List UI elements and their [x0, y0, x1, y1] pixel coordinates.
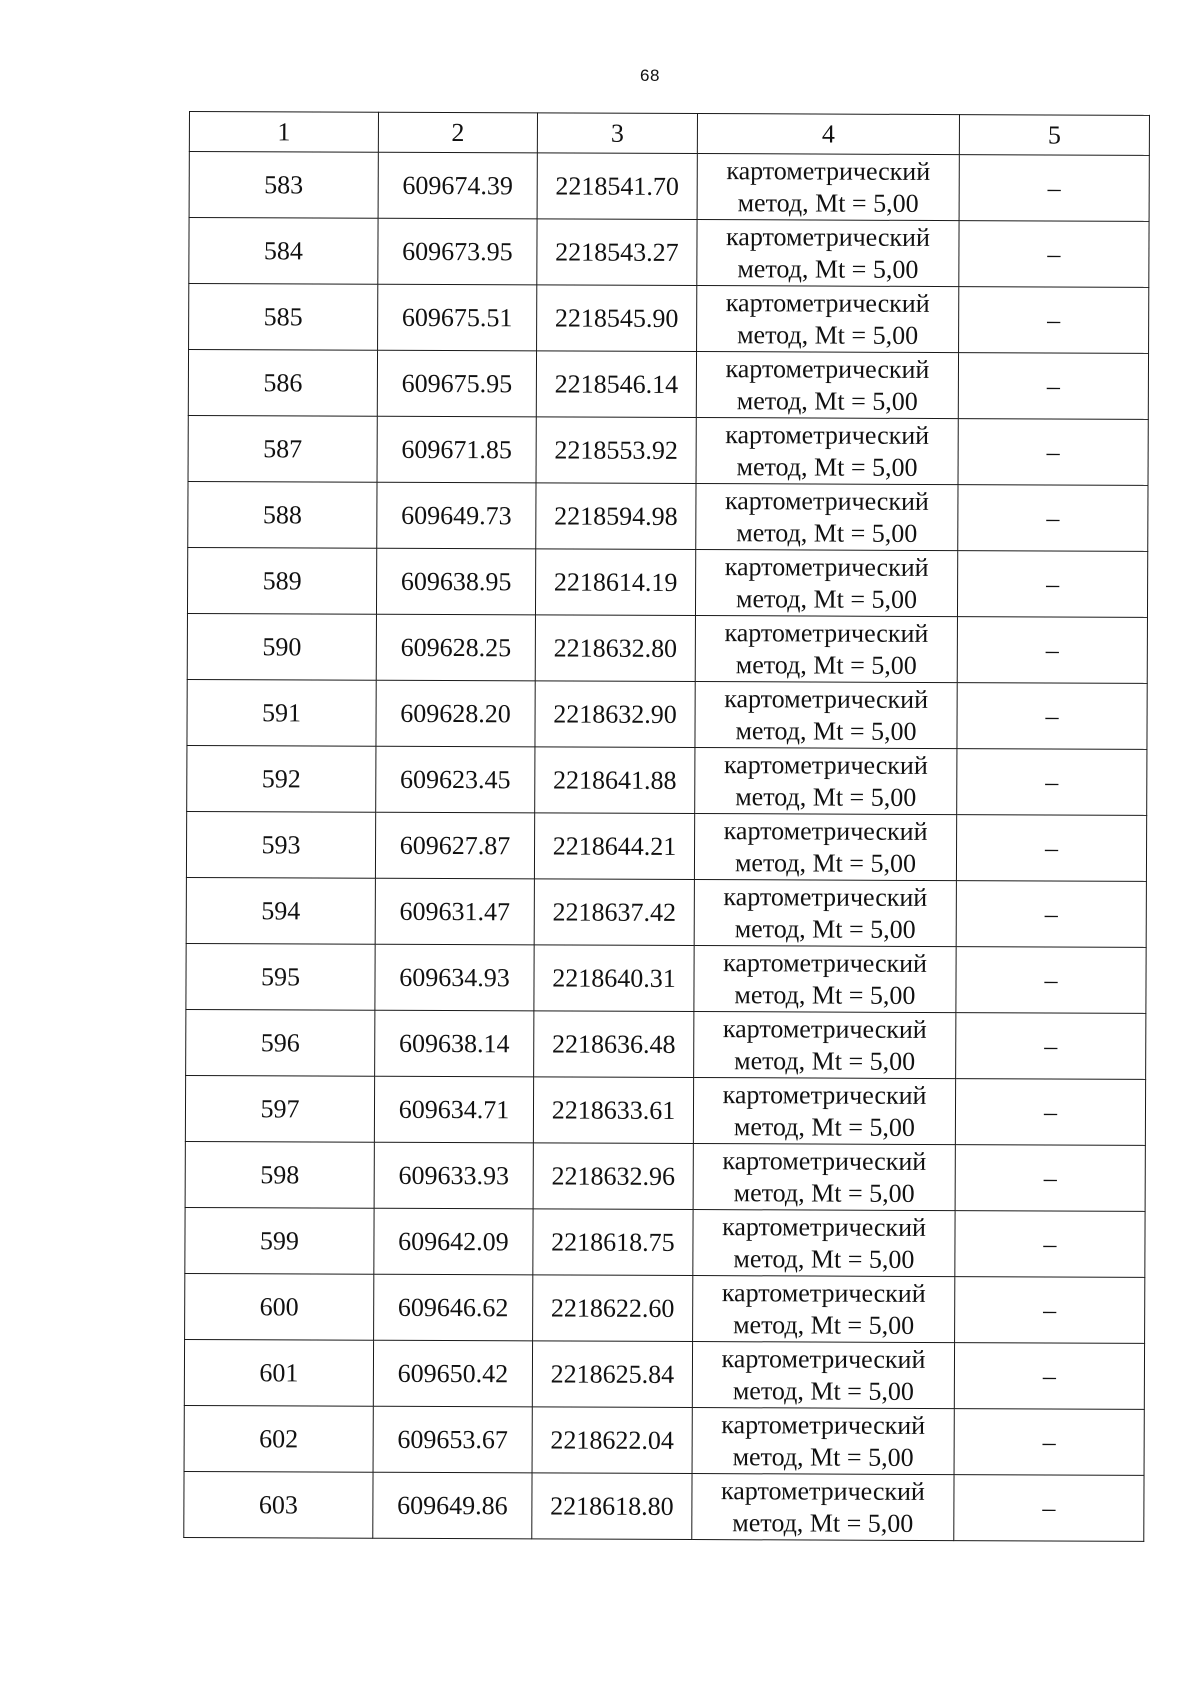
method-cell [695, 748, 957, 815]
table-row [188, 350, 1148, 420]
coordinate-x: 609675.95 [377, 350, 536, 417]
table-row [185, 1075, 1145, 1145]
coordinate-y: 2218632.96 [533, 1143, 693, 1210]
method-line-2: метод, Mt = 5,00 [733, 1243, 915, 1274]
note-cell: – [959, 221, 1149, 288]
table-row [187, 745, 1147, 815]
method-line-1: картометрический [724, 485, 929, 516]
method-line-1: картометрический [724, 683, 929, 714]
method-cell [694, 880, 956, 947]
method-cell [695, 682, 957, 749]
column-header-3: 3 [537, 113, 697, 154]
table-row [184, 1405, 1144, 1475]
method-line-2: метод, Mt = 5,00 [734, 1045, 916, 1076]
coordinate-x: 609627.87 [375, 812, 534, 879]
note-cell: – [957, 551, 1147, 618]
coordinate-x: 609646.62 [374, 1274, 533, 1341]
point-number: 594 [186, 877, 375, 944]
point-number: 597 [185, 1075, 374, 1142]
method-line-1: картометрический [725, 287, 930, 318]
header-row [189, 112, 1149, 156]
note-cell: – [958, 353, 1148, 420]
method-line-2: метод, Mt = 5,00 [732, 1441, 914, 1472]
table-row [186, 943, 1146, 1013]
method-line-1: картометрический [721, 1409, 926, 1440]
note-cell: – [956, 815, 1146, 882]
table-row [186, 877, 1146, 947]
coordinate-y: 2218618.75 [533, 1209, 693, 1276]
point-number: 583 [189, 152, 378, 219]
method-line-2: метод, Mt = 5,00 [737, 187, 919, 218]
point-number: 599 [185, 1207, 374, 1274]
method-line-2: метод, Mt = 5,00 [735, 715, 917, 746]
method-line-2: метод, Mt = 5,00 [734, 913, 916, 944]
method-cell [692, 1342, 954, 1409]
note-cell: – [956, 881, 1146, 948]
point-number: 598 [185, 1141, 374, 1208]
method-line-2: метод, Mt = 5,00 [735, 649, 917, 680]
method-line-1: картометрический [721, 1475, 925, 1506]
coordinate-x: 609631.47 [375, 878, 534, 945]
method-line-2: метод, Mt = 5,00 [735, 781, 917, 812]
point-number: 589 [187, 547, 376, 614]
coordinate-y: 2218632.80 [535, 615, 695, 682]
note-cell: – [954, 1475, 1144, 1542]
table-row [185, 1141, 1145, 1211]
coordinate-y: 2218636.48 [534, 1011, 694, 1078]
coordinate-x: 609623.45 [376, 746, 535, 813]
coordinate-x: 609650.42 [373, 1340, 532, 1407]
table-row [189, 218, 1149, 288]
note-cell: – [955, 1079, 1145, 1146]
coordinate-y: 2218633.61 [533, 1077, 693, 1144]
coordinate-x: 609653.67 [373, 1406, 532, 1473]
note-cell: – [956, 1013, 1146, 1080]
note-cell: – [957, 749, 1147, 816]
column-header-2: 2 [378, 112, 537, 153]
point-number: 586 [188, 350, 377, 417]
method-cell [694, 814, 956, 881]
point-number: 590 [187, 613, 376, 680]
coordinate-x: 609673.95 [378, 218, 537, 285]
method-cell [697, 154, 959, 221]
method-line-1: картометрический [725, 353, 930, 384]
method-line-2: метод, Mt = 5,00 [735, 583, 918, 614]
note-cell: – [955, 1211, 1145, 1278]
coordinate-x: 609649.73 [377, 482, 536, 549]
point-number: 601 [184, 1339, 373, 1406]
method-cell [696, 484, 958, 551]
method-line-2: метод, Mt = 5,00 [734, 979, 916, 1010]
table-row [188, 481, 1148, 551]
method-cell [692, 1474, 954, 1541]
method-line-1: картометрический [723, 947, 928, 978]
coordinate-x: 609628.20 [376, 680, 535, 747]
method-line-2: метод, Mt = 5,00 [734, 847, 917, 878]
method-line-2: метод, Mt = 5,00 [733, 1309, 915, 1340]
coordinate-x: 609671.85 [377, 416, 536, 483]
method-cell [693, 1078, 955, 1145]
coordinate-x: 609649.86 [373, 1472, 532, 1539]
coordinate-y: 2218644.21 [534, 813, 694, 880]
method-line-1: картометрический [725, 419, 930, 450]
point-number: 585 [189, 284, 378, 351]
table-row [185, 1207, 1145, 1277]
method-line-2: метод, Mt = 5,00 [732, 1375, 914, 1406]
method-line-1: картометрический [721, 1277, 926, 1308]
method-cell [697, 220, 959, 287]
point-number: 584 [189, 218, 378, 285]
coordinate-y: 2218553.92 [536, 417, 696, 484]
method-line-1: картометрический [721, 1343, 926, 1374]
method-line-2: метод, Mt = 5,00 [733, 1177, 915, 1208]
note-cell: – [954, 1343, 1144, 1410]
method-line-2: метод, Mt = 5,00 [733, 1111, 915, 1142]
note-cell: – [955, 1277, 1145, 1344]
coordinate-y: 2218546.14 [536, 351, 696, 418]
method-cell [694, 1012, 956, 1079]
method-line-2: метод, Mt = 5,00 [736, 385, 918, 416]
method-line-1: картометрический [726, 221, 930, 252]
table-row [184, 1339, 1144, 1409]
coordinate-x: 609633.93 [374, 1142, 533, 1209]
coordinate-x: 609674.39 [378, 152, 537, 219]
point-number: 600 [185, 1273, 374, 1340]
coordinate-y: 2218543.27 [537, 219, 697, 286]
method-line-1: картометрический [723, 815, 928, 846]
table-body [184, 152, 1150, 1542]
point-number: 595 [186, 943, 375, 1010]
coordinate-x: 609634.93 [375, 944, 534, 1011]
coordinate-x: 609675.51 [378, 284, 537, 351]
table-header [189, 112, 1149, 156]
coordinate-y: 2218625.84 [532, 1341, 692, 1408]
column-header-4: 4 [697, 114, 959, 155]
method-cell [696, 352, 958, 419]
note-cell: – [958, 419, 1148, 486]
method-line-2: метод, Mt = 5,00 [732, 1507, 914, 1538]
table-row [186, 1009, 1146, 1079]
method-cell [696, 418, 958, 485]
method-cell [697, 286, 959, 353]
point-number: 587 [188, 415, 377, 482]
method-cell [693, 1210, 955, 1277]
coordinate-x: 609638.95 [376, 548, 535, 615]
method-line-2: метод, Mt = 5,00 [736, 451, 918, 482]
method-line-1: картометрический [726, 155, 931, 186]
method-line-1: картометрический [722, 1211, 926, 1242]
coordinate-y: 2218618.80 [532, 1473, 692, 1540]
note-cell: – [957, 683, 1147, 750]
point-number: 593 [186, 811, 375, 878]
coordinate-y: 2218614.19 [535, 549, 695, 616]
note-cell: – [955, 1145, 1145, 1212]
coordinate-x: 609634.71 [374, 1076, 533, 1143]
point-number: 588 [188, 481, 377, 548]
coordinate-y: 2218545.90 [537, 285, 697, 352]
table-row [188, 415, 1148, 485]
method-line-2: метод, Mt = 5,00 [736, 517, 918, 548]
method-cell [692, 1408, 954, 1475]
coordinate-y: 2218541.70 [537, 153, 697, 220]
coordinate-y: 2218594.98 [536, 483, 696, 550]
method-cell [695, 550, 957, 617]
point-number: 602 [184, 1405, 373, 1472]
point-number: 603 [184, 1471, 373, 1538]
note-cell: – [958, 485, 1148, 552]
method-cell [695, 616, 957, 683]
point-number: 596 [186, 1009, 375, 1076]
column-header-1: 1 [189, 112, 378, 153]
page-number: 68 [640, 66, 660, 85]
coordinates-table [183, 111, 1150, 1542]
method-line-1: картометрический [723, 881, 928, 912]
method-line-1: картометрический [724, 551, 929, 582]
method-line-1: картометрический [722, 1079, 927, 1110]
method-line-2: метод, Mt = 5,00 [737, 253, 919, 284]
note-cell: – [957, 617, 1147, 684]
table-row [187, 679, 1147, 749]
coordinate-y: 2218622.04 [532, 1407, 692, 1474]
method-cell [693, 1144, 955, 1211]
point-number: 592 [187, 745, 376, 812]
table-row [184, 1471, 1144, 1541]
coordinate-y: 2218632.90 [535, 681, 695, 748]
column-header-5: 5 [959, 115, 1149, 156]
coordinate-x: 609642.09 [374, 1208, 533, 1275]
method-line-1: картометрический [722, 1013, 927, 1044]
method-line-1: картометрический [722, 1145, 927, 1176]
table-row [189, 284, 1149, 354]
coordinate-y: 2218641.88 [535, 747, 695, 814]
coordinate-y: 2218622.60 [533, 1275, 693, 1342]
table-row [185, 1273, 1145, 1343]
note-cell: – [959, 155, 1149, 222]
note-cell: – [956, 947, 1146, 1014]
method-line-2: метод, Mt = 5,00 [737, 319, 919, 350]
coordinate-x: 609638.14 [375, 1010, 534, 1077]
coordinate-y: 2218640.31 [534, 945, 694, 1012]
table-row [189, 152, 1149, 222]
note-cell: – [954, 1409, 1144, 1476]
coordinate-x: 609628.25 [376, 614, 535, 681]
method-line-1: картометрический [724, 617, 929, 648]
table-row [187, 547, 1147, 617]
method-line-1: картометрический [723, 749, 928, 780]
coordinate-y: 2218637.42 [534, 879, 694, 946]
method-cell [693, 1276, 955, 1343]
table-row [186, 811, 1146, 881]
table-row [187, 613, 1147, 683]
method-cell [694, 946, 956, 1013]
note-cell: – [959, 287, 1149, 354]
point-number: 591 [187, 679, 376, 746]
